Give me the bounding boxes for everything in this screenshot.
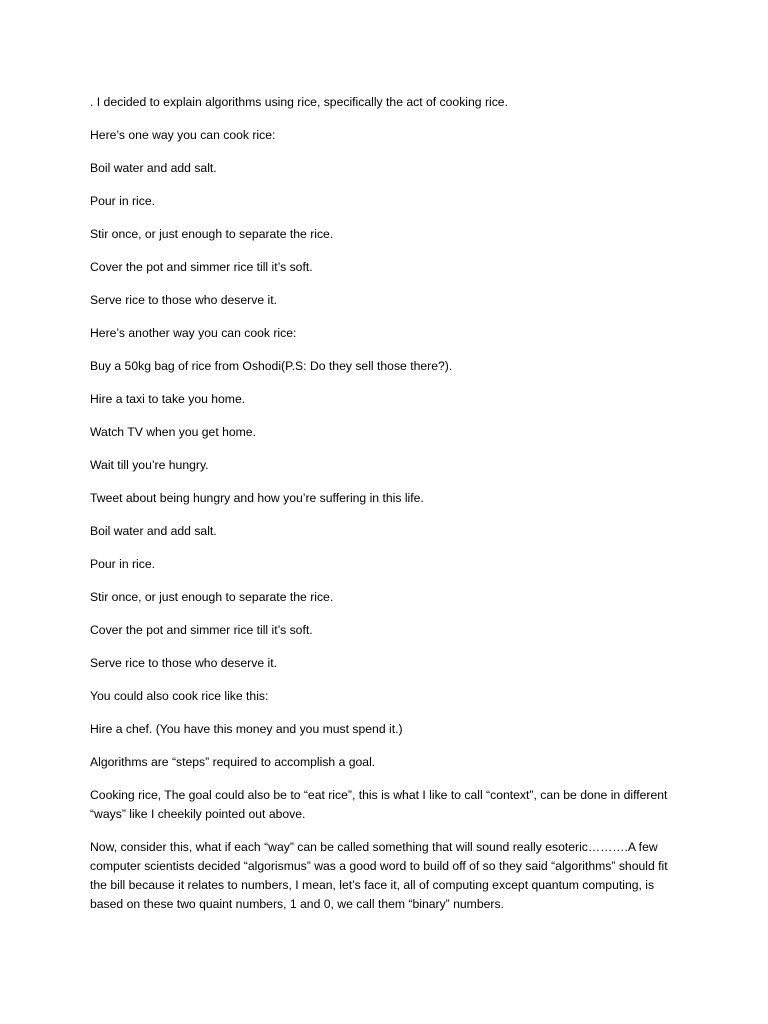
paragraph-step: Watch TV when you get home. (90, 425, 256, 439)
document-body (90, 93, 670, 928)
paragraph-step: Pour in rice. (90, 557, 156, 571)
paragraph-step: Boil water and add salt. (90, 524, 217, 538)
paragraph-step: Boil water and add salt. (90, 161, 217, 175)
paragraph-step: Serve rice to those who deserve it. (90, 656, 277, 670)
paragraph-method-two-heading: Here’s another way you can cook rice: (90, 326, 297, 340)
paragraph-step: Serve rice to those who deserve it. (90, 293, 277, 307)
paragraph-step: Wait till you’re hungry. (90, 458, 209, 472)
paragraph-context: Cooking rice, The goal could also be to “eat rice”, this is what I like to call “context”, can be done in different “ways” like I cheekily pointed out above. (90, 788, 668, 821)
paragraph-step: Cover the pot and simmer rice till it’s soft. (90, 260, 313, 274)
paragraph-step: Hire a taxi to take you home. (90, 392, 246, 406)
paragraph-etymology: Now, consider this, what if each “way” can be called something that will sound really esoteric……….A few computer scientists decided “algorismus” was a good word to build off of so they said “algorithms” should fit the bill because it relates to numbers, I mean, let’s face it, all of computing except quantum computing, is based on these two quaint numbers, 1 and 0, we call them “binary” numbers. (90, 840, 668, 911)
paragraph-step: Pour in rice. (90, 194, 156, 208)
paragraph-step: Cover the pot and simmer rice till it’s soft. (90, 623, 313, 637)
paragraph-method-three-heading: You could also cook rice like this: (90, 689, 269, 703)
paragraph-step: Buy a 50kg bag of rice from Oshodi(P.S: Do they sell those there?). (90, 359, 453, 373)
paragraph-step: Hire a chef. (You have this money and you must spend it.) (90, 722, 403, 736)
paragraph-intro: . I decided to explain algorithms using rice, specifically the act of cooking rice. (90, 95, 508, 109)
paragraph-step: Tweet about being hungry and how you’re suffering in this life. (90, 491, 424, 505)
paragraph-step: Stir once, or just enough to separate the rice. (90, 590, 334, 604)
paragraph-definition: Algorithms are “steps” required to accomplish a goal. (90, 755, 376, 769)
paragraph-step: Stir once, or just enough to separate the rice. (90, 227, 334, 241)
paragraph-method-one-heading: Here’s one way you can cook rice: (90, 128, 276, 142)
